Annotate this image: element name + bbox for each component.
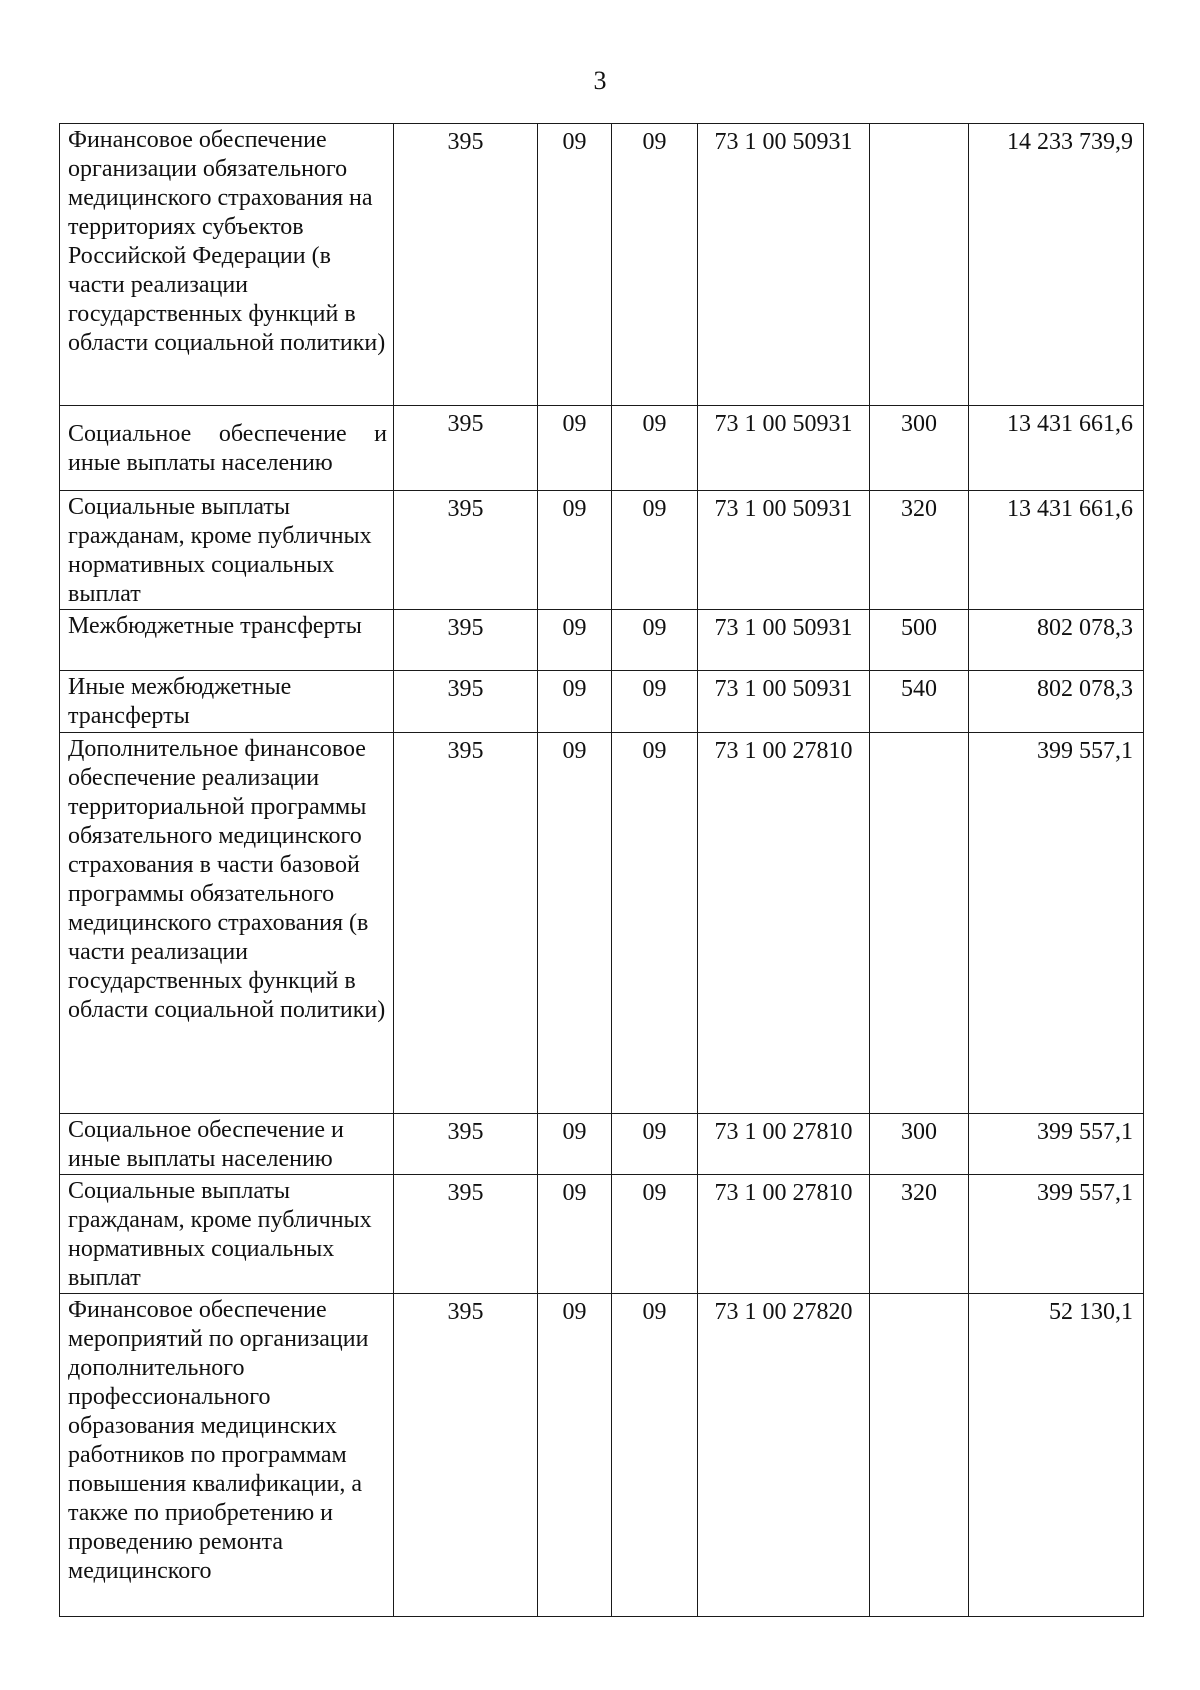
ministry-code: 395: [394, 406, 538, 491]
row-name: Финансовое обеспечение мероприятий по организации дополнительного профессионального образования медицинских работников по программам повышения квалификации, а также по приобретению и проведению ремонта медицинского: [60, 1294, 394, 1617]
table-row: [60, 124, 1144, 406]
expense-type-code: [870, 124, 969, 406]
expense-type-code: [870, 1294, 969, 1617]
ministry-code: 395: [394, 733, 538, 1114]
subsection-code: 09: [612, 733, 698, 1114]
target-code: 73 1 00 50931: [698, 124, 870, 406]
subsection-code: 09: [612, 1175, 698, 1294]
table-row: [60, 733, 1144, 1114]
expense-type-code: 300: [870, 406, 969, 491]
row-name: Иные межбюджетные трансферты: [60, 671, 394, 733]
table-row: [60, 491, 1144, 610]
ministry-code: 395: [394, 1114, 538, 1175]
ministry-code: 395: [394, 610, 538, 671]
row-name: Социальные выплаты гражданам, кроме публичных нормативных социальных выплат: [60, 491, 394, 610]
section-code: 09: [538, 491, 612, 610]
subsection-code: 09: [612, 1294, 698, 1617]
budget-table: [59, 123, 1144, 1617]
amount: 13 431 661,6: [969, 406, 1144, 491]
ministry-code: 395: [394, 124, 538, 406]
target-code: 73 1 00 27810: [698, 733, 870, 1114]
subsection-code: 09: [612, 406, 698, 491]
table-row: [60, 610, 1144, 671]
target-code: 73 1 00 27810: [698, 1175, 870, 1294]
target-code: 73 1 00 27820: [698, 1294, 870, 1617]
ministry-code: 395: [394, 1175, 538, 1294]
amount: 52 130,1: [969, 1294, 1144, 1617]
row-name: Социальное обеспечение и иные выплаты населению: [60, 406, 394, 491]
amount: 399 557,1: [969, 1114, 1144, 1175]
table-row: [60, 671, 1144, 733]
amount: 802 078,3: [969, 610, 1144, 671]
section-code: 09: [538, 1114, 612, 1175]
target-code: 73 1 00 50931: [698, 671, 870, 733]
expense-type-code: 320: [870, 1175, 969, 1294]
subsection-code: 09: [612, 124, 698, 406]
row-name: Дополнительное финансовое обеспечение реализации территориальной программы обязательного медицинского страхования в части базовой программы обязательного медицинского страхования (в части реализации государственных функций в области социальной политики): [60, 733, 394, 1114]
subsection-code: 09: [612, 671, 698, 733]
expense-type-code: 540: [870, 671, 969, 733]
ministry-code: 395: [394, 491, 538, 610]
expense-type-code: 320: [870, 491, 969, 610]
ministry-code: 395: [394, 671, 538, 733]
row-name: Финансовое обеспечение организации обязательного медицинского страхования на территориях субъектов Российской Федерации (в части реализации государственных функций в области социальной политики): [60, 124, 394, 406]
target-code: 73 1 00 50931: [698, 610, 870, 671]
section-code: 09: [538, 671, 612, 733]
subsection-code: 09: [612, 491, 698, 610]
row-name: Социальные выплаты гражданам, кроме публичных нормативных социальных выплат: [60, 1175, 394, 1294]
expense-type-code: 300: [870, 1114, 969, 1175]
row-name: Социальное обеспечение и иные выплаты населению: [60, 1114, 394, 1175]
amount: 13 431 661,6: [969, 491, 1144, 610]
table-row: [60, 1175, 1144, 1294]
row-name: Межбюджетные трансферты: [60, 610, 394, 671]
ministry-code: 395: [394, 1294, 538, 1617]
section-code: 09: [538, 733, 612, 1114]
section-code: 09: [538, 1175, 612, 1294]
subsection-code: 09: [612, 610, 698, 671]
table-row: [60, 1294, 1144, 1617]
section-code: 09: [538, 124, 612, 406]
amount: 399 557,1: [969, 733, 1144, 1114]
table-row: [60, 406, 1144, 491]
page-number: 3: [593, 66, 607, 95]
section-code: 09: [538, 406, 612, 491]
target-code: 73 1 00 50931: [698, 406, 870, 491]
section-code: 09: [538, 1294, 612, 1617]
target-code: 73 1 00 27810: [698, 1114, 870, 1175]
table-row: [60, 1114, 1144, 1175]
amount: 399 557,1: [969, 1175, 1144, 1294]
expense-type-code: 500: [870, 610, 969, 671]
amount: 802 078,3: [969, 671, 1144, 733]
amount: 14 233 739,9: [969, 124, 1144, 406]
section-code: 09: [538, 610, 612, 671]
subsection-code: 09: [612, 1114, 698, 1175]
target-code: 73 1 00 50931: [698, 491, 870, 610]
expense-type-code: [870, 733, 969, 1114]
